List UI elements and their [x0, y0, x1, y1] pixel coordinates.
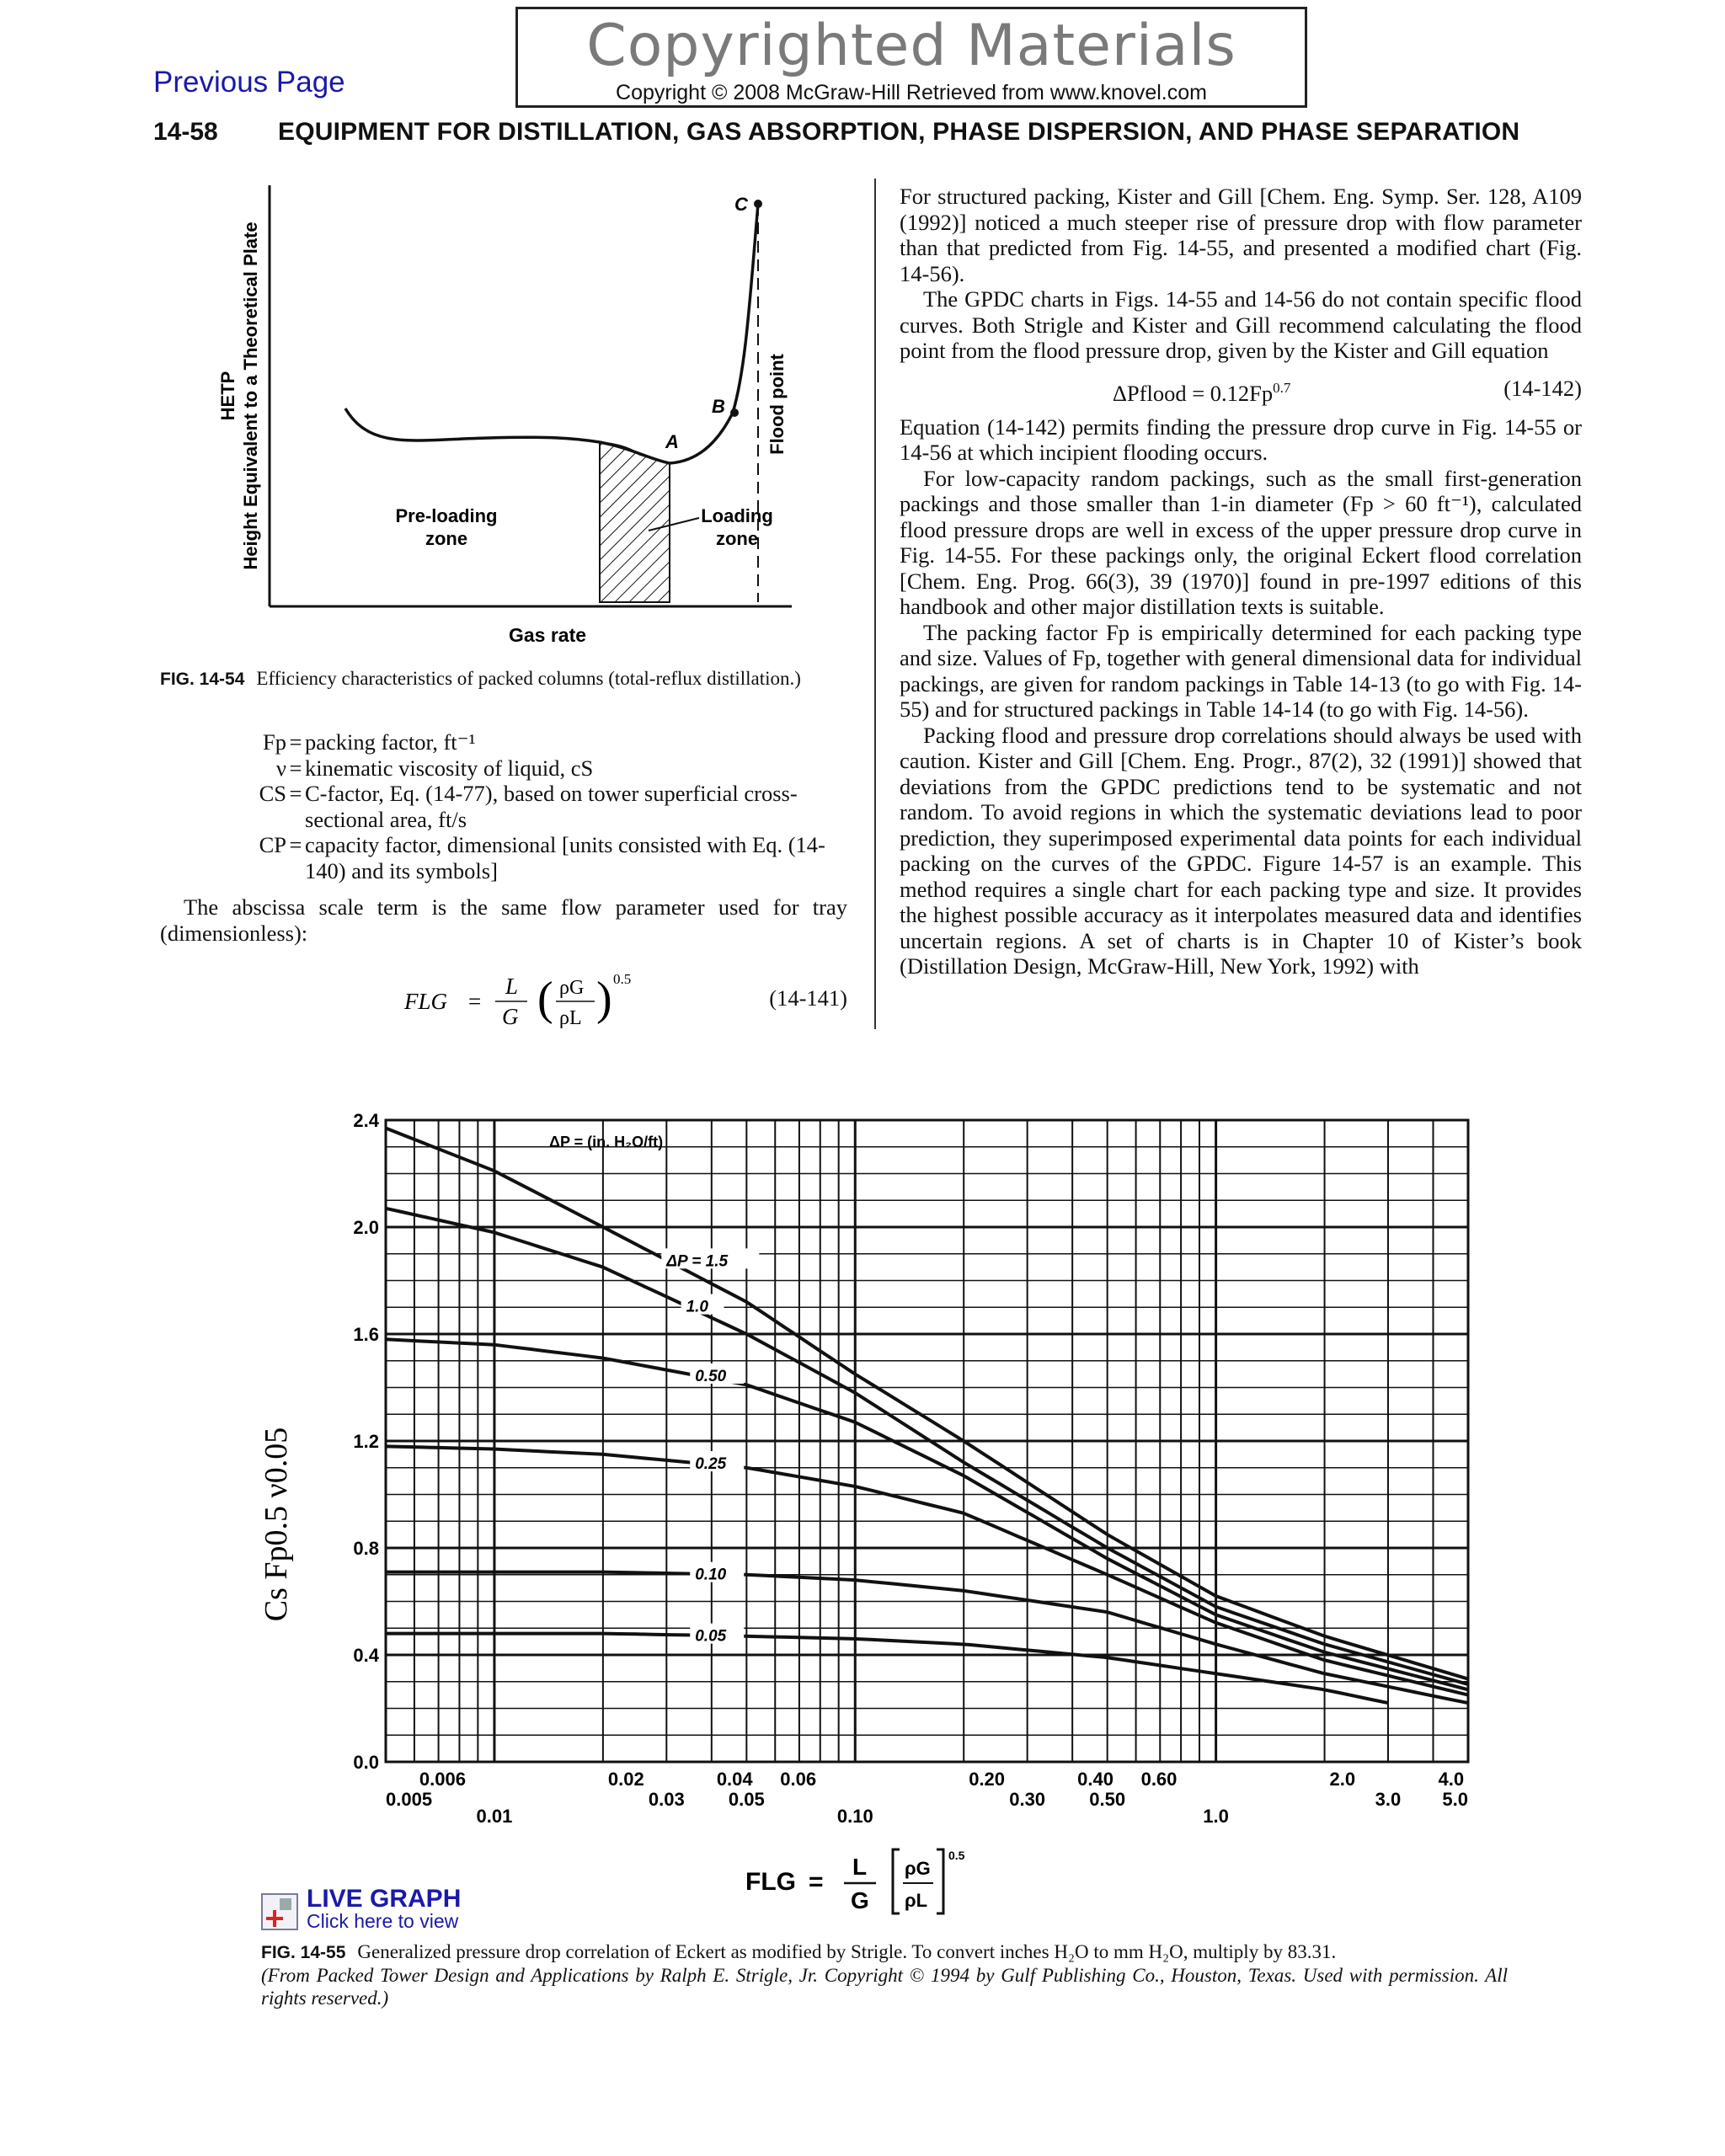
- fig54-label-c: C: [734, 194, 748, 215]
- chart-x-tick-label: 0.50: [1089, 1789, 1126, 1810]
- copyright-banner: [515, 7, 1307, 108]
- fig54-preload-2: zone: [425, 528, 468, 549]
- chart-y-tick-label: 0.0: [353, 1752, 379, 1773]
- nomen-desc: capacity factor, dimensional [units consisted with Eq. (14-140) and its symbols]: [305, 832, 825, 883]
- fig54-loading-hatch: [600, 442, 670, 602]
- chart-x-tick-label: 5.0: [1442, 1789, 1468, 1810]
- chart-series-label: 0.50: [695, 1367, 727, 1385]
- chart-x-tick-label: 0.30: [1009, 1789, 1046, 1810]
- chart-y-tick-label: 2.4: [353, 1110, 379, 1131]
- eq141-number: (14-141): [769, 985, 847, 1011]
- svg-text:(: (: [537, 973, 553, 1025]
- nomen-symbol: Fp: [263, 729, 286, 755]
- page-number: 14-58: [153, 118, 218, 146]
- live-graph-icon[interactable]: [261, 1893, 298, 1930]
- nomenclature-row: CP = capacity factor, dimensional [units consisted with Eq. (14-140) and its symbols]: [160, 832, 851, 883]
- fig54-loading-2: zone: [715, 528, 759, 549]
- nomen-desc: packing factor, ft⁻¹: [305, 729, 476, 755]
- right-paragraph-2: The GPDC charts in Figs. 14-55 and 14-56 do not contain specific flood curves. Both Strigle and Kister and Gill recommend calculating the flood point from the flood pressure drop, given by the Kister and Gill equation: [900, 286, 1582, 363]
- fig54-hetp-curve: [345, 204, 758, 463]
- chart-series-line: [386, 1209, 1468, 1684]
- chart-x-tick-label: 0.005: [386, 1789, 433, 1810]
- chart-series-label: 0.25: [695, 1455, 727, 1474]
- chart-series-label: 1.0: [686, 1298, 709, 1316]
- chart-x-tick-label: 1.0: [1203, 1806, 1229, 1827]
- abscissa-paragraph: [160, 894, 847, 946]
- column-divider: [874, 179, 876, 1029]
- abscissa-text: The abscissa scale term is the same flow parameter used for tray (dimensionless):: [160, 894, 847, 946]
- figure-14-54: [211, 177, 817, 657]
- figure-14-54-caption: [160, 667, 859, 691]
- fig54-ylabel-hetp: HETP: [217, 371, 238, 421]
- chart-x-tick-label: 0.04: [716, 1769, 753, 1790]
- chart-x-tick-label: 0.006: [419, 1769, 466, 1790]
- nomenclature-row: ν = kinematic viscosity of liquid, cS: [160, 755, 851, 782]
- chart-ylabel: Cs Fp0.5 ν0.05: [259, 1427, 294, 1622]
- fig54-label-a: A: [665, 431, 679, 452]
- svg-text:): ): [596, 973, 612, 1025]
- chart-y-tick-label: 0.4: [353, 1645, 379, 1666]
- chart-x-tick-label: 2.0: [1329, 1769, 1356, 1790]
- chart-xlabel-formula: [745, 1849, 965, 1913]
- fig54-caption-label: FIG. 14-54: [160, 670, 245, 689]
- right-paragraph-6: Packing flood and pressure drop correlations should always be used with caution. Kister and Gill [Chem. Eng. Progr., 87(2), 32 (1991)] showed that deviations from the GPDC predictions tend to be systematic and not random. To avoid regions in which the systematic deviations lead to poor prediction, they superimposed experimental data points for each individual packing on the curves of the GPDC. Figure 14-57 is an example. This method requires a single chart for each packing type and size. It provides the highest possible accuracy as it interpolates measured data and identifies uncertain regions. A set of charts is in Chapter 10 of Kister’s book (Distillation Design, McGraw-Hill, New York, 1992) with: [900, 722, 1582, 979]
- chart-series-label: ΔP = 1.5: [666, 1252, 729, 1271]
- chart-x-tick-label: 0.05: [728, 1789, 765, 1810]
- eq141-formula: [404, 967, 758, 1034]
- figure-14-55-caption: [261, 1940, 1508, 2009]
- eq142-exponent: 0.7: [1273, 379, 1291, 396]
- formula-den: G: [851, 1887, 869, 1913]
- nomen-symbol: CP: [259, 832, 286, 857]
- chart-series-line: [386, 1129, 1468, 1679]
- fig55-caption-text: Generalized pressure drop correlation of Eckert as modified by Strigle. To convert inches H₂O to mm H₂O, multiply by 83.31.: [357, 1941, 1337, 1962]
- right-paragraph-1: For structured packing, Kister and Gill [Chem. Eng. Symp. Ser. 128, A109 (1992)] noticed a much steeper rise of pressure drop with flow parameter than that predicted from Fig. 14-55, and presented a modified chart (Fig. 14-56).: [900, 184, 1582, 286]
- chart-x-tick-label: 0.40: [1077, 1769, 1114, 1790]
- eq141-num: L: [505, 974, 519, 999]
- fig55-caption-label: FIG. 14-55: [261, 1943, 346, 1962]
- right-paragraph-3: Equation (14-142) permits finding the pressure drop curve in Fig. 14-55 or 14-56 at which incipient flooding occurs.: [900, 414, 1582, 466]
- equation-14-142: [900, 376, 1582, 406]
- chart-x-tick-label: 0.10: [836, 1806, 873, 1827]
- nomenclature-row: Fp = packing factor, ft⁻¹: [160, 729, 851, 755]
- nomenclature-row: CS = C-factor, Eq. (14-77), based on tower superficial cross-sectional area, ft/s: [160, 781, 851, 832]
- chart-x-tick-label: 0.02: [607, 1769, 644, 1790]
- chart-series-label: 0.05: [695, 1627, 727, 1646]
- eq142-number: (14-142): [1503, 375, 1582, 401]
- nomen-symbol: ν: [276, 755, 286, 781]
- formula-rho-den: ρL: [905, 1890, 928, 1911]
- nomen-desc: kinematic viscosity of liquid, cS: [305, 755, 594, 781]
- chart-curves: [386, 1129, 1468, 1704]
- right-paragraph-4: For low-capacity random packings, such as the small first-generation packings and those smaller than 1-in diameter (Fp > 60 ft⁻¹), calculated flood pressure drops are well in excess of the upper pressure drop curve in Fig. 14-55. For these packings only, the original Eckert flood correlation [Chem. Eng. Prog. 66(3), 39 (1970)] found in pre-1997 editions of this handbook and other major distillation texts is suitable.: [900, 465, 1582, 620]
- fig54-preload-1: Pre-loading: [395, 505, 498, 526]
- eq141-rho-num: ρG: [559, 977, 585, 999]
- eq141-lhs: FLG: [404, 989, 448, 1014]
- eq142-lhs: ΔPflood = 0.12Fp: [1112, 380, 1274, 406]
- formula-rho-num: ρG: [905, 1858, 931, 1879]
- chart-series-label: 0.10: [695, 1566, 727, 1584]
- chart-x-tick-label: 4.0: [1438, 1769, 1465, 1790]
- live-graph-link[interactable]: LIVE GRAPH: [307, 1885, 462, 1913]
- svg-text:=: =: [809, 1868, 824, 1896]
- fig54-point-c: [754, 200, 762, 208]
- fig54-xlabel: Gas rate: [508, 624, 587, 646]
- nomen-desc: C-factor, Eq. (14-77), based on tower superficial cross-sectional area, ft/s: [305, 781, 798, 832]
- chart-x-tick-label: 0.06: [780, 1769, 817, 1790]
- banner-title: Copyrighted Materials: [586, 13, 1236, 79]
- fig54-loading-1: Loading: [701, 505, 773, 526]
- svg-text:=: =: [468, 989, 482, 1014]
- right-paragraph-5: The packing factor Fp is empirically determined for each packing type and size. Values of Fp, together with general dimensional data for individual packings, are given for random packings in Table 14-13 (to go with Fig. 14-55) and for structured packings in Table 14-14 (to go with Fig. 14-56).: [900, 619, 1582, 723]
- formula-lhs: FLG: [745, 1868, 796, 1896]
- eq141-rho-den: ρL: [559, 1007, 582, 1029]
- chart-y-tick-label: 2.0: [353, 1217, 379, 1238]
- chart-x-tick-label: 0.01: [476, 1806, 513, 1827]
- chart-x-tick-label: 0.03: [648, 1789, 685, 1810]
- fig54-flood-label: Flood point: [766, 354, 788, 455]
- fig54-ylabel-full: Height Equivalent to a Theoretical Plate: [240, 221, 261, 570]
- running-head: EQUIPMENT FOR DISTILLATION, GAS ABSORPTION, PHASE DISPERSION, AND PHASE SEPARATION: [278, 118, 1520, 146]
- chart-y-tick-label: 1.6: [353, 1324, 379, 1345]
- chart-x-tick-label: 0.20: [969, 1769, 1006, 1790]
- chart-grid: [386, 1120, 1468, 1762]
- eq141-exponent: 0.5: [613, 971, 632, 987]
- chart-series-line: [386, 1634, 1388, 1704]
- fig54-label-b: B: [712, 396, 725, 417]
- previous-page-link[interactable]: Previous Page: [153, 66, 345, 99]
- equation-14-141: [160, 967, 847, 1034]
- chart-x-tick-label: 0.60: [1140, 1769, 1178, 1790]
- formula-exponent: 0.5: [948, 1849, 965, 1862]
- nomenclature-list: [160, 729, 851, 883]
- eq141-den: G: [502, 1004, 519, 1029]
- chart-y-tick-label: 0.8: [353, 1538, 379, 1559]
- formula-num: L: [852, 1854, 868, 1880]
- figure-14-55-chart: [253, 1095, 1516, 1929]
- right-column: [900, 184, 1582, 979]
- fig54-caption-text: Efficiency characteristics of packed columns (total-reflux distillation.): [256, 668, 801, 689]
- live-graph-sub-link[interactable]: Click here to view: [307, 1910, 459, 1932]
- fig55-caption-source: (From Packed Tower Design and Applications by Ralph E. Strigle, Jr. Copyright © 1994 by Gulf Publishing Co., Houston, Texas. Used with permission. All rights reserved.): [261, 1965, 1508, 2009]
- fig54-point-b: [730, 408, 739, 417]
- banner-subtitle: Copyright © 2008 McGraw-Hill Retrieved from www.knovel.com: [616, 81, 1207, 104]
- chart-legend-header: ΔP = (in. H₂O/ft): [549, 1134, 664, 1150]
- chart-y-tick-label: 1.2: [353, 1431, 379, 1452]
- chart-x-tick-label: 3.0: [1375, 1789, 1402, 1810]
- nomen-symbol: CS: [259, 781, 286, 806]
